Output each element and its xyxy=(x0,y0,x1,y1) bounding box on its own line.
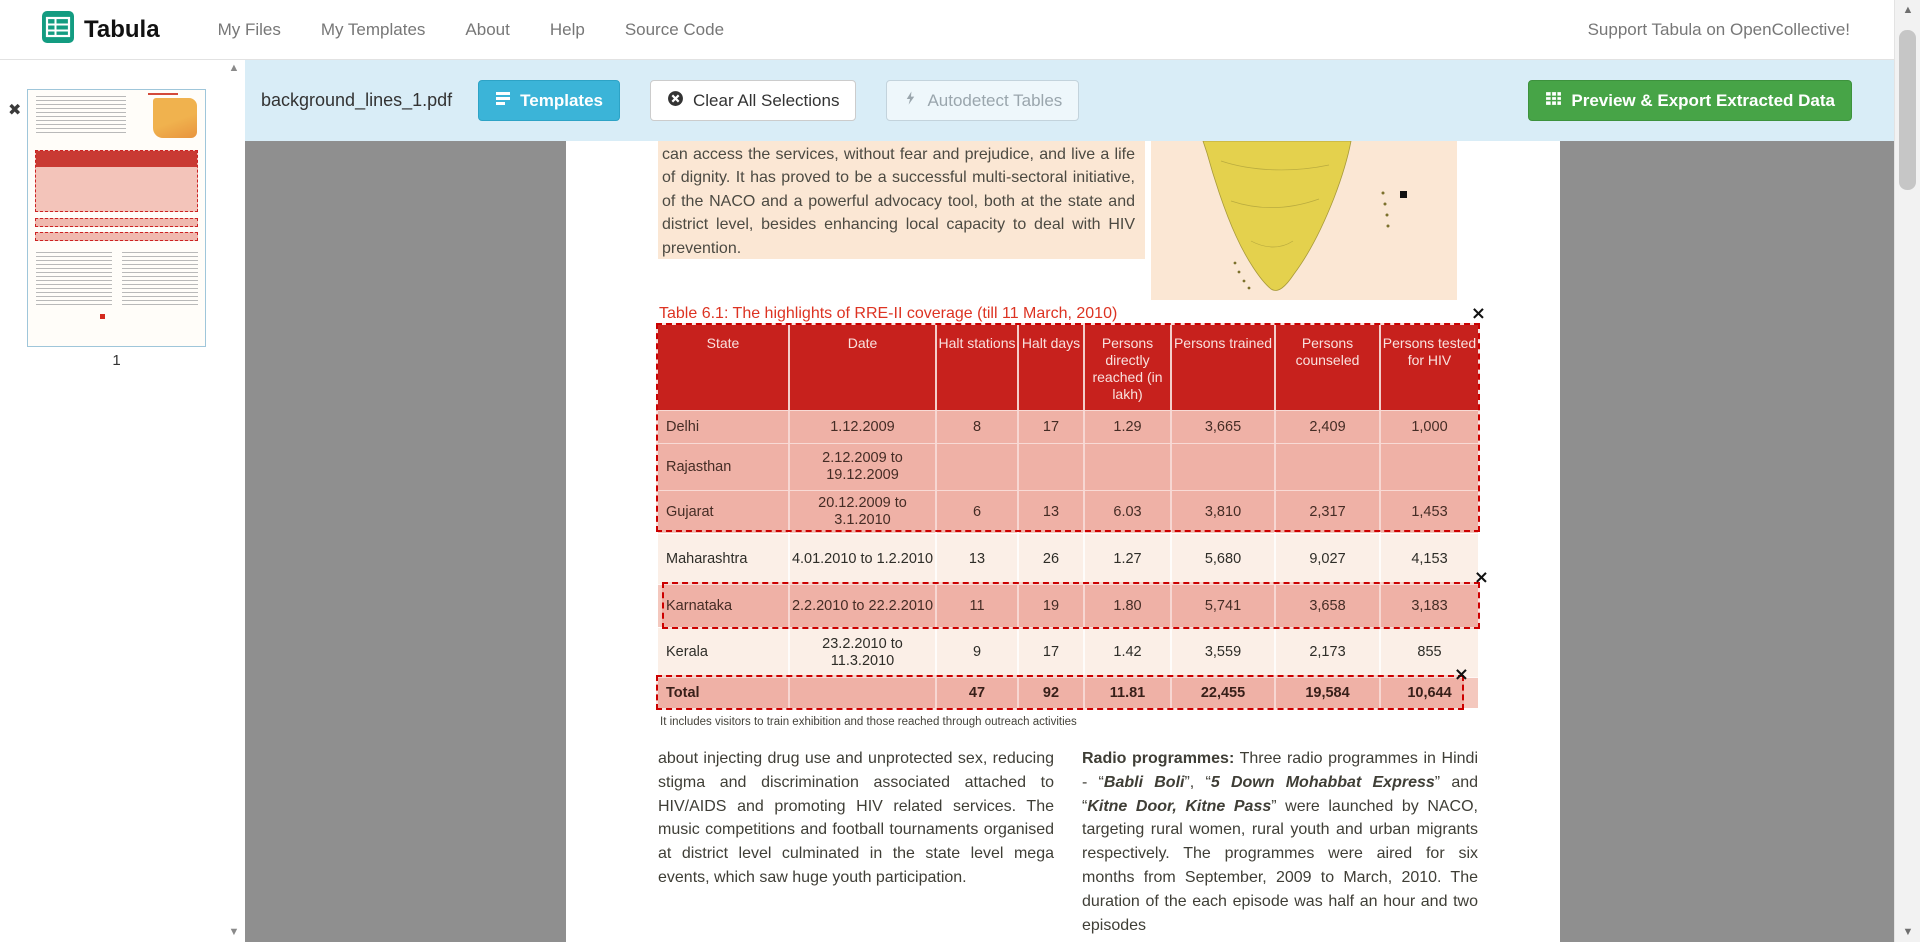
table-cell: 11 xyxy=(937,585,1019,627)
scroll-up-icon[interactable]: ▲ xyxy=(228,62,240,74)
paragraph-segment: ”, “ xyxy=(1184,773,1211,791)
document-toolbar xyxy=(245,60,1894,141)
paragraph-segment: Babli Boli xyxy=(1103,773,1185,791)
table-header-cell: Halt days xyxy=(1019,325,1085,410)
table-cell: 5,680 xyxy=(1172,534,1276,584)
thumb-table-selection xyxy=(35,150,198,212)
table-header-cell: State xyxy=(658,325,790,410)
table-cell: 9 xyxy=(937,628,1019,677)
thumb-text-block xyxy=(122,252,198,306)
table-cell: 11.81 xyxy=(1085,678,1172,708)
table-cell: 2,409 xyxy=(1276,411,1381,443)
pdf-map-background xyxy=(1151,141,1457,300)
table-cell: 19,584 xyxy=(1276,678,1381,708)
pdf-left-paragraph: about injecting drug use and unprotected sex, reducing stigma and discrimination associated attached to HIV/AIDS and promoting HIV related services. The music competitions and football tournaments organised at district level culminated in the state level mega events, which saw huge youth participation. xyxy=(658,750,1054,886)
clear-selections-icon xyxy=(667,90,684,112)
table-cell: Karnataka xyxy=(658,585,790,627)
thumb-red-header xyxy=(148,93,178,95)
nav-menu xyxy=(198,0,744,60)
table-cell: 13 xyxy=(1019,491,1085,533)
thumb-table-header xyxy=(36,151,197,167)
table-cell: 2.2.2010 to 22.2.2010 xyxy=(790,585,937,627)
page-thumbnails-sidebar xyxy=(0,60,245,942)
table-cell: 2.12.2009 to 19.12.2009 xyxy=(790,444,937,490)
paragraph-segment: Kitne Door, Kitne Pass xyxy=(1087,797,1272,815)
clear-all-selections-button[interactable] xyxy=(650,80,856,121)
nav-item-help[interactable]: Help xyxy=(549,19,585,39)
selection-box-2[interactable] xyxy=(662,567,1489,629)
selection-3-close-icon[interactable]: × xyxy=(1453,664,1469,685)
table-cell: 6 xyxy=(937,491,1019,533)
pdf-right-paragraph xyxy=(1082,747,1478,937)
selection-1-close-icon[interactable]: × xyxy=(1470,303,1486,324)
table-cell: 4.01.2010 to 1.2.2010 xyxy=(790,534,937,584)
paragraph-segment: Three radio programmes in Hindi - “ xyxy=(1082,750,1479,791)
nav-item-my-templates[interactable]: My Templates xyxy=(320,19,426,39)
table-cell: Total xyxy=(658,678,790,708)
thumb-selection-strip xyxy=(35,218,198,227)
page-thumbnail[interactable] xyxy=(27,89,206,347)
table-cell: 23.2.2010 to 11.3.2010 xyxy=(790,628,937,677)
sidebar-scrollbar[interactable] xyxy=(225,60,243,942)
pdf-table-title: Table 6.1: The highlights of RRE-II coverage (till 11 March, 2010) xyxy=(659,305,1118,322)
pdf-body-columns xyxy=(658,747,1478,937)
table-cell: 3,658 xyxy=(1276,585,1381,627)
table-cell: 1,000 xyxy=(1411,418,1448,435)
table-cell: 20.12.2009 to 3.1.2010 xyxy=(790,491,937,533)
lightning-icon xyxy=(903,90,918,111)
table-cell: 17 xyxy=(1019,628,1085,677)
table-cell: 22,455 xyxy=(1172,678,1276,708)
tabula-logo-icon xyxy=(42,11,74,48)
table-cell: Gujarat xyxy=(658,491,790,533)
thumb-map xyxy=(153,98,197,138)
table-cell: 9,027 xyxy=(1276,534,1381,584)
table-cell: 1,453 xyxy=(1411,503,1448,520)
page-number: 1 xyxy=(112,352,121,369)
table-cell: 2,317 xyxy=(1276,491,1381,533)
table-cell: Kerala xyxy=(658,628,790,677)
brand-link[interactable] xyxy=(42,11,160,48)
top-navbar xyxy=(0,0,1894,60)
table-header-cell: Persons directly reached (in lakh) xyxy=(1085,325,1172,410)
thumb-red-marker xyxy=(100,314,105,319)
table-cell: 8 xyxy=(937,411,1019,443)
table-cell: 1.80 xyxy=(1085,585,1172,627)
table-cell: 3,665 xyxy=(1172,411,1276,443)
table-cell: 10,644 xyxy=(1407,684,1452,701)
table-cell: 3,810 xyxy=(1172,491,1276,533)
scrollbar-thumb[interactable] xyxy=(1899,30,1916,190)
table-cell: 1.12.2009 xyxy=(790,411,937,443)
table-header-cell: Date xyxy=(790,325,937,410)
templates-button[interactable] xyxy=(478,80,620,121)
table-cell: 3,183 xyxy=(1411,597,1448,614)
map-legend-marker xyxy=(1400,191,1407,198)
paragraph-segment: ” were launched by NACO, targeting rural women, rural youth and urban migrants respectively. The programmes were aired for six months from September, 2009 to March, 2010. The duration of the each episode was half an hour and two episodes xyxy=(1082,797,1478,934)
table-row xyxy=(658,627,1478,677)
nav-item-my-files[interactable]: My Files xyxy=(217,19,281,39)
autodetect-tables-button[interactable] xyxy=(886,80,1079,121)
scroll-down-icon[interactable]: ▼ xyxy=(1902,926,1914,938)
table-cell: 855 xyxy=(1417,644,1442,660)
thumb-selection-strip xyxy=(35,232,198,241)
preview-export-button[interactable] xyxy=(1528,80,1852,121)
browser-scrollbar[interactable] xyxy=(1894,0,1920,942)
table-cell: 47 xyxy=(937,678,1019,708)
table-cell: 92 xyxy=(1019,678,1085,708)
table-cell: 1.27 xyxy=(1085,534,1172,584)
pdf-intro-paragraph: can access the services, without fear and prejudice, and live a life of dignity. It has proved to be a successful multi-sectoral initiative, of the NACO and a powerful advocacy tool, both at the state and district level, besides enhancing local capacity to deal with HIV prevention. xyxy=(662,146,1135,257)
table-cell: 1.42 xyxy=(1085,628,1172,677)
nav-item-source-code[interactable]: Source Code xyxy=(624,19,725,39)
thumb-text-block xyxy=(36,252,112,306)
table-header-cell: Persons tested for HIV xyxy=(1382,335,1477,368)
table-row xyxy=(658,533,1478,584)
selection-2-close-icon[interactable]: × xyxy=(1473,567,1489,588)
scroll-down-icon[interactable]: ▼ xyxy=(228,926,240,938)
autodetect-button-label: Autodetect Tables xyxy=(927,90,1063,110)
export-table-icon xyxy=(1545,90,1562,112)
paragraph-segment: Radio programmes: xyxy=(1082,750,1235,767)
paragraph-segment: 5 Down Mohabbat Express xyxy=(1210,773,1435,791)
table-cell: Maharashtra xyxy=(658,534,790,584)
clear-button-label: Clear All Selections xyxy=(692,90,840,110)
templates-icon xyxy=(495,90,511,111)
table-cell: 2,173 xyxy=(1276,628,1381,677)
templates-button-label: Templates xyxy=(520,90,603,110)
table-cell: Rajasthan xyxy=(658,444,790,490)
nav-item-about[interactable]: About xyxy=(465,19,510,39)
table-cell: 1.29 xyxy=(1085,411,1172,443)
pdf-page[interactable] xyxy=(566,141,1560,942)
thumb-text-block xyxy=(36,96,126,136)
brand-name: Tabula xyxy=(84,15,160,43)
india-map xyxy=(1151,141,1457,300)
support-link[interactable]: Support Tabula on OpenCollective! xyxy=(1587,19,1850,39)
document-filename: background_lines_1.pdf xyxy=(261,90,453,110)
selection-box-3[interactable] xyxy=(656,664,1469,710)
table-cell: 26 xyxy=(1019,534,1085,584)
pdf-table-footnote: It includes visitors to train exhibition and those reached through outreach activities xyxy=(660,716,1077,728)
table-header-cell: Halt stations xyxy=(937,325,1019,410)
table-cell: 19 xyxy=(1019,585,1085,627)
close-file-icon[interactable]: ✖ xyxy=(8,102,22,119)
table-header-cell: Persons trained xyxy=(1172,325,1276,410)
table-header-cell: Persons counseled xyxy=(1276,325,1381,410)
table-cell: 13 xyxy=(937,534,1019,584)
table-cell: 3,559 xyxy=(1172,628,1276,677)
pdf-viewer-area xyxy=(245,141,1894,942)
scroll-up-icon[interactable]: ▲ xyxy=(1902,4,1914,16)
table-cell: 17 xyxy=(1019,411,1085,443)
export-button-label: Preview & Export Extracted Data xyxy=(1571,90,1835,110)
table-cell: 6.03 xyxy=(1085,491,1172,533)
table-cell: 4,153 xyxy=(1411,550,1448,567)
paragraph-segment: ” and “ xyxy=(1082,773,1479,815)
table-cell: 5,741 xyxy=(1172,585,1276,627)
table-cell: Delhi xyxy=(658,411,790,443)
